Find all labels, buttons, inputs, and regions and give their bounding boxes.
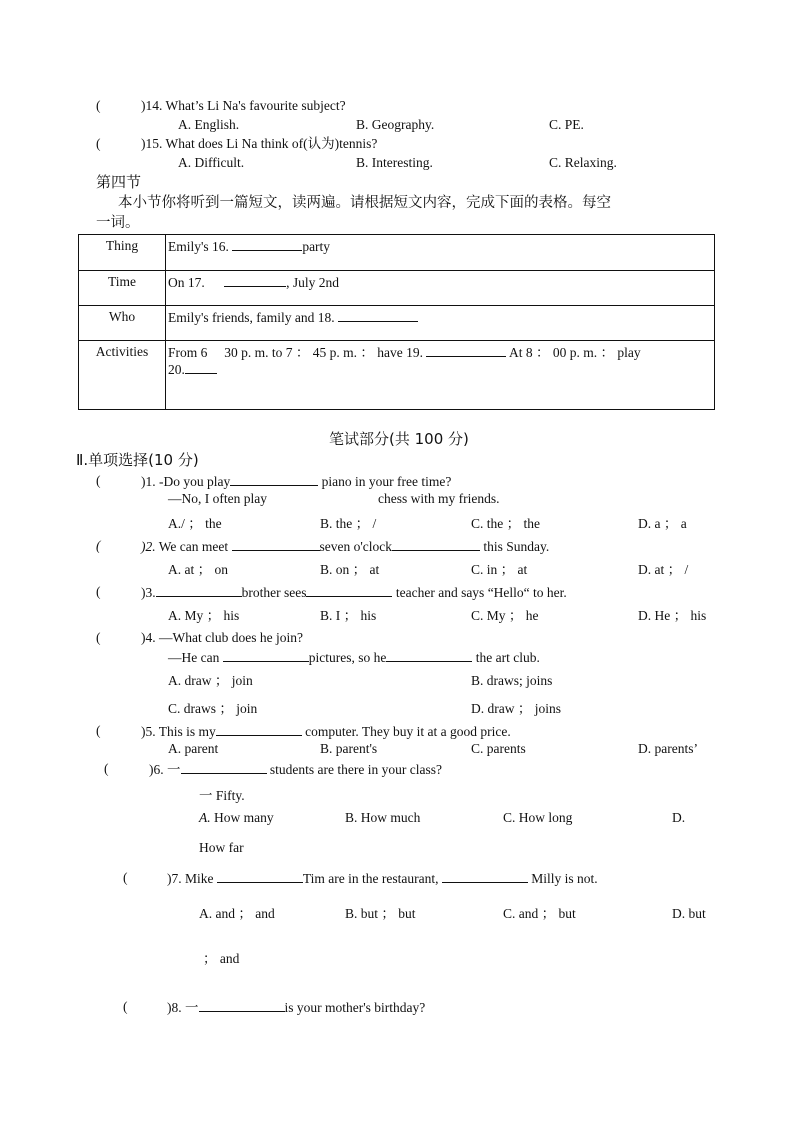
q4-option-d[interactable]: D. draw ； joins xyxy=(471,701,561,716)
q6-option-c[interactable]: C. How long xyxy=(503,810,573,825)
q1-option-c[interactable]: C. the ； the xyxy=(471,516,540,531)
q2-option-c[interactable]: C. in ； at xyxy=(471,562,528,577)
q3-option-a[interactable]: A. My ； his xyxy=(168,608,240,623)
q4-option-a[interactable]: A. draw ； join xyxy=(168,673,253,688)
q6-option-d[interactable]: D. xyxy=(672,810,686,825)
row-time-cell xyxy=(166,271,715,306)
q3-blank-1[interactable] xyxy=(156,584,242,597)
q6-option-a-letter: A. xyxy=(199,810,211,825)
q7-option-d[interactable]: D. but xyxy=(672,906,706,921)
q4-stem: )4. —What club does he join? xyxy=(141,630,303,645)
blank-17[interactable] xyxy=(224,274,286,287)
q4-line2 xyxy=(168,649,540,666)
q4-paren[interactable]: ( xyxy=(96,630,101,645)
q14-option-a[interactable]: A. English. xyxy=(178,117,240,132)
q2-option-a[interactable]: A. at ； on xyxy=(168,562,228,577)
q7-option-d-text[interactable]: ； and xyxy=(203,951,240,966)
q4-option-b[interactable]: B. draws; joins xyxy=(471,673,553,688)
q4-blank-2[interactable] xyxy=(386,649,472,662)
q2-stem-b: seven o'clock xyxy=(319,539,393,554)
listening-table xyxy=(78,234,715,410)
q15-option-b[interactable]: B. Interesting. xyxy=(356,155,433,170)
blank-18[interactable] xyxy=(338,309,418,322)
q5-option-a[interactable]: A. parent xyxy=(168,741,219,756)
q1-option-a[interactable]: A./ ； the xyxy=(168,516,222,531)
row-thing-post: party xyxy=(302,239,331,254)
section-single-choice: Ⅱ.单项选择(10 分) xyxy=(76,451,199,469)
part4-title: 第四节 xyxy=(96,173,142,191)
q5-blank[interactable] xyxy=(216,723,302,736)
q2-number: )2. xyxy=(141,539,156,554)
q8-stem xyxy=(167,999,425,1016)
row-activities-c: At 8 ： 00 p. m. ： play xyxy=(506,345,641,360)
row-label-activities: Activities xyxy=(79,341,166,410)
q4-blank-1[interactable] xyxy=(223,649,309,662)
q3-blank-2[interactable] xyxy=(306,584,392,597)
q6-stem xyxy=(149,761,442,778)
q2-stem-c: this Sunday. xyxy=(480,539,550,554)
row-thing-pre: Emily's 16. xyxy=(168,239,233,254)
q2-paren[interactable]: ( xyxy=(96,538,101,553)
q1-stem-a: )1. -Do you play xyxy=(141,474,231,489)
q7-paren[interactable]: ( xyxy=(123,870,128,885)
row-time-post: , July 2nd xyxy=(286,275,340,290)
q4-line2-b: pictures, so he xyxy=(308,650,387,665)
q5-stem xyxy=(141,723,511,740)
q7-stem-c: Milly is not. xyxy=(527,871,598,886)
q7-blank-2[interactable] xyxy=(442,870,528,883)
q7-stem xyxy=(167,870,598,887)
q1-option-b[interactable]: B. the ； / xyxy=(320,516,377,531)
q3-stem-b: brother sees xyxy=(241,585,307,600)
q3-stem xyxy=(141,584,567,601)
q14-option-c[interactable]: C. PE. xyxy=(549,117,584,132)
q14-stem: )14. What’s Li Na's favourite subject? xyxy=(141,98,346,113)
q6-paren[interactable]: ( xyxy=(104,761,109,776)
q15-option-c[interactable]: C. Relaxing. xyxy=(549,155,617,170)
q3-option-b[interactable]: B. I ； his xyxy=(320,608,377,623)
row-label-time: Time xyxy=(79,271,166,306)
q5-option-b[interactable]: B. parent's xyxy=(320,741,378,756)
row-label-who: Who xyxy=(79,306,166,341)
row-activities-a: From 6 xyxy=(168,345,208,360)
q14-option-b[interactable]: B. Geography. xyxy=(356,117,435,132)
q3-option-c[interactable]: C. My ； he xyxy=(471,608,539,623)
q8-paren[interactable]: ( xyxy=(123,999,128,1014)
q1-paren[interactable]: ( xyxy=(96,473,101,488)
row-activities-b: 30 p. m. to 7 ： 45 p. m. ： have 19. xyxy=(224,345,427,360)
q3-stem-a: )3. xyxy=(141,585,156,600)
row-activities-d: 20. xyxy=(168,362,185,377)
row-activities-cell xyxy=(166,341,715,410)
written-heading: 笔试部分(共 100 分) xyxy=(329,430,469,448)
q15-option-a[interactable]: A. Difficult. xyxy=(178,155,245,170)
blank-16[interactable] xyxy=(232,238,302,251)
q2-stem xyxy=(141,538,549,555)
part4-instruction: 本小节你将听到一篇短文，读两遍。请根据短文内容，完成下面的表格。每空 xyxy=(118,195,611,211)
q3-option-d[interactable]: D. He ； his xyxy=(638,608,707,623)
q7-blank-1[interactable] xyxy=(217,870,303,883)
q2-blank-2[interactable] xyxy=(392,538,480,551)
q8-blank[interactable] xyxy=(199,999,285,1012)
q5-stem-b: computer. They buy it at a good price. xyxy=(301,724,511,739)
q1-reply-b: chess with my friends. xyxy=(378,491,500,506)
q8-stem-b: is your mother's birthday? xyxy=(284,1000,426,1015)
q5-option-d[interactable]: D. parents’ xyxy=(638,741,698,756)
q4-option-c[interactable]: C. draws ； join xyxy=(168,701,258,716)
q6-option-a[interactable] xyxy=(199,810,274,826)
q4-line2-c: the art club. xyxy=(472,650,540,665)
q5-paren[interactable]: ( xyxy=(96,723,101,738)
row-label-thing: Thing xyxy=(79,235,166,271)
q5-stem-a: )5. This is my xyxy=(141,724,216,739)
blank-19[interactable] xyxy=(426,344,506,357)
q1-blank[interactable] xyxy=(230,473,318,486)
q2-blank-1[interactable] xyxy=(232,538,320,551)
q2-stem-a: We can meet xyxy=(155,539,232,554)
part4-instruction-cont: 一词。 xyxy=(96,215,140,231)
q7-option-a[interactable]: A. and ； and xyxy=(199,906,275,921)
q5-option-c[interactable]: C. parents xyxy=(471,741,526,756)
q1-stem xyxy=(141,473,451,490)
q6-stem-b: students are there in your class? xyxy=(266,762,442,777)
q7-stem-b: Tim are in the restaurant, xyxy=(302,871,442,886)
row-who-pre: Emily's friends, family and 18. xyxy=(168,310,339,325)
q6-blank[interactable] xyxy=(181,761,267,774)
q6-stem-a: )6. 一 xyxy=(149,762,181,777)
q15-stem: )15. What does Li Na think of(认为)tennis? xyxy=(141,136,378,151)
q3-stem-c: teacher and says “Hello“ to her. xyxy=(392,585,567,600)
q2-option-b[interactable]: B. on ； at xyxy=(320,562,380,577)
q6-reply: 一 Fifty. xyxy=(199,788,245,803)
blank-20[interactable] xyxy=(185,361,217,374)
row-thing-cell xyxy=(166,235,715,271)
q8-stem-a: )8. 一 xyxy=(167,1000,199,1015)
q2-option-d[interactable]: D. at ； / xyxy=(638,562,689,577)
row-who-cell xyxy=(166,306,715,341)
q6-option-b[interactable]: B. How much xyxy=(345,810,421,825)
q15-paren[interactable]: ( xyxy=(96,136,101,151)
q14-paren[interactable]: ( xyxy=(96,98,101,113)
row-time-pre: On 17. xyxy=(168,275,209,290)
q6-option-d-text[interactable]: How far xyxy=(199,840,244,855)
q7-option-b[interactable]: B. but ； but xyxy=(345,906,416,921)
q7-stem-a: )7. Mike xyxy=(167,871,217,886)
q1-option-d[interactable]: D. a ； a xyxy=(638,516,687,531)
q7-option-c[interactable]: C. and ； but xyxy=(503,906,576,921)
q1-stem-b: piano in your free time? xyxy=(318,474,452,489)
q1-reply-a: —No, I often play xyxy=(168,491,267,506)
q4-line2-a: —He can xyxy=(168,650,223,665)
q3-paren[interactable]: ( xyxy=(96,584,101,599)
q6-option-a-text: How many xyxy=(210,810,274,825)
